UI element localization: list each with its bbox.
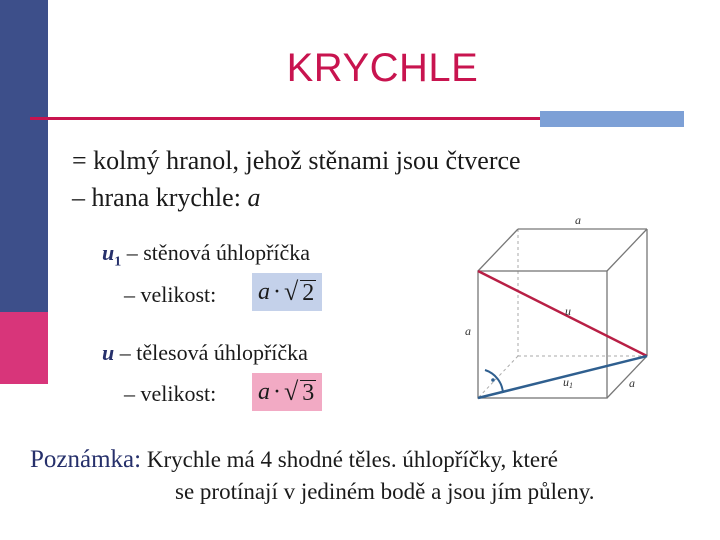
space-diagonal-symbol: u	[102, 340, 115, 365]
edge-variable: a	[247, 183, 261, 212]
title-underline	[30, 117, 540, 120]
edge-label: – hrana krychle:	[72, 183, 248, 212]
formula-dot: ·	[273, 378, 281, 405]
formula-radicand: 3	[302, 379, 315, 406]
sqrt-icon: √	[284, 277, 299, 306]
face-diagonal-formula	[252, 273, 322, 311]
diagram-label-left-edge: a	[465, 324, 471, 338]
angle-marker-icon	[485, 370, 503, 393]
face-diagonal-size-label: – velikost:	[124, 282, 217, 307]
face-diagonal-heading	[102, 240, 310, 270]
sidebar-bar-pink	[0, 312, 48, 384]
edge-line	[72, 183, 260, 213]
diagram-label-top-edge: a	[575, 213, 581, 227]
space-diagonal-description: – tělesová úhlopříčka	[114, 340, 308, 365]
space-diagonal-heading	[102, 340, 308, 366]
note-text-2: se protínají v jediném bodě a jsou jím půleny.	[175, 479, 595, 504]
title-underline-accent	[540, 111, 684, 127]
note-line-1	[30, 446, 558, 474]
space-diagonal-size-label: – velikost:	[124, 381, 217, 406]
note-label: Poznámka:	[30, 446, 142, 473]
formula-dot: ·	[273, 278, 281, 305]
formula-variable: a	[258, 278, 270, 305]
space-diagonal-line	[478, 271, 647, 356]
face-diagonal-description: – stěnová úhlopříčka	[121, 240, 311, 265]
definition-line: = kolmý hranol, jehož stěnami jsou čtverce	[72, 146, 521, 175]
formula-variable: a	[258, 378, 270, 405]
page-title: KRYCHLE	[286, 46, 479, 90]
note-text-1: Krychle má 4 shodné těles. úhlopříčky, které	[141, 447, 558, 472]
face-diagonal-symbol: $u_1$	[102, 240, 122, 270]
cube-diagram	[455, 210, 675, 410]
formula-radicand: 2	[302, 279, 315, 306]
sqrt-icon: √	[284, 377, 299, 406]
space-diagonal-formula	[252, 373, 322, 411]
diagram-label-face-diagonal: u1	[563, 375, 573, 390]
diagram-label-space-diagonal: u	[565, 304, 571, 318]
diagram-label-bottom-edge: a	[629, 376, 635, 390]
